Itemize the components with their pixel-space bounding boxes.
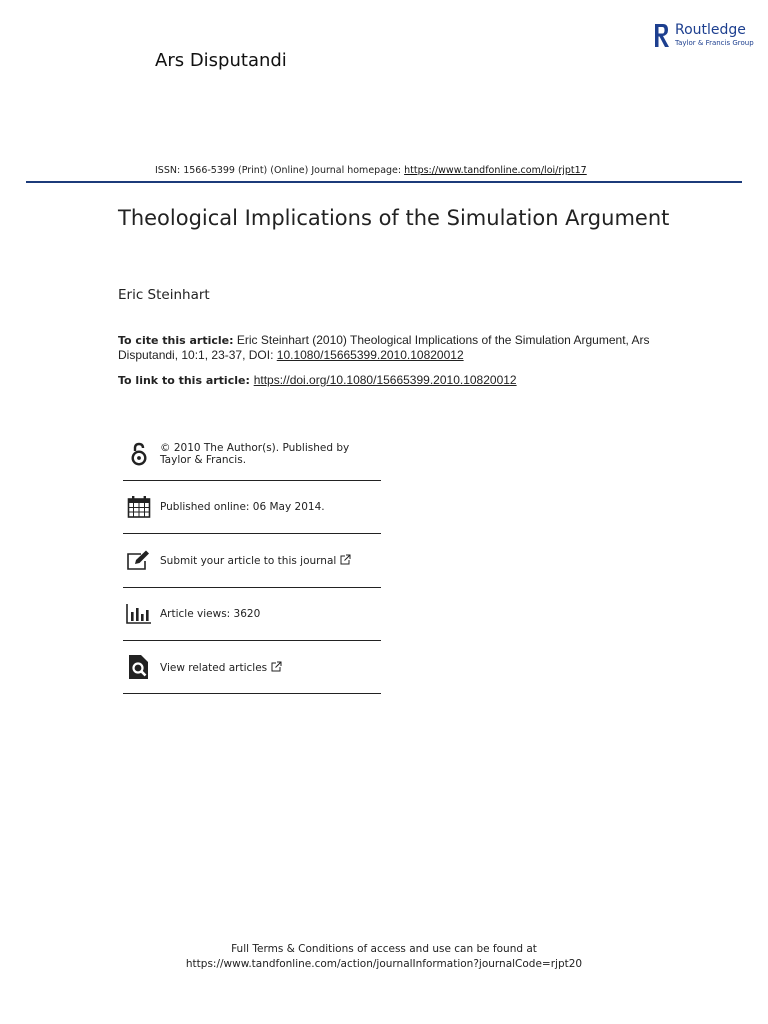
- views-row: [123, 588, 381, 641]
- published-row: [123, 481, 381, 534]
- calendar-icon: [126, 494, 152, 520]
- issn-text: ISSN: 1566-5399 (Print) (Online) Journal homepage:: [155, 165, 405, 176]
- published-text: Published online: 06 May 2014.: [160, 501, 325, 513]
- routledge-r-icon: [653, 22, 670, 49]
- related-text: View related articles: [160, 661, 268, 674]
- issn-line: [155, 165, 587, 176]
- article-link-line: [118, 373, 678, 387]
- related-row[interactable]: [123, 641, 381, 694]
- external-link-icon: [271, 661, 282, 672]
- author-name: Eric Steinhart: [118, 287, 210, 303]
- open-access-row: [123, 427, 381, 481]
- views-text: Article views: 3620: [160, 608, 261, 620]
- article-title: Theological Implications of the Simulation Argument: [118, 206, 670, 230]
- related-articles-icon: [126, 654, 152, 680]
- bar-chart-icon: [126, 601, 152, 627]
- publisher-name: Routledge: [675, 22, 746, 38]
- terms-url-link[interactable]: https://www.tandfonline.com/action/journalInformation?journalCode=rjpt20: [185, 958, 583, 970]
- article-info-panel: [123, 427, 381, 694]
- journal-homepage-link[interactable]: https://www.tandfonline.com/loi/rjpt17: [404, 165, 587, 176]
- cite-label: To cite this article:: [118, 334, 234, 347]
- submit-link[interactable]: [160, 554, 351, 567]
- article-doi-link[interactable]: https://doi.org/10.1080/15665399.2010.10820012: [253, 373, 517, 387]
- open-access-icon: [126, 441, 152, 467]
- link-label: To link to this article:: [118, 374, 254, 387]
- edit-icon: [126, 548, 152, 574]
- external-link-icon: [340, 554, 351, 565]
- submit-row[interactable]: [123, 534, 381, 588]
- publisher-subtitle: Taylor & Francis Group: [675, 39, 754, 47]
- routledge-logo[interactable]: [653, 22, 753, 52]
- cite-doi-link[interactable]: 10.1080/15665399.2010.10820012: [276, 348, 464, 362]
- terms-footer: [0, 942, 768, 972]
- open-access-text: © 2010 The Author(s). Published by Taylor & Francis.: [160, 441, 350, 466]
- terms-line: Full Terms & Conditions of access and use can be found at: [231, 943, 537, 955]
- cite-text: Eric Steinhart (2010) Theological Implications of the Simulation Argument, Ars Disputandi, 10:1, 23-37, DOI:: [118, 333, 650, 362]
- citation: [118, 333, 658, 363]
- submit-text: Submit your article to this journal: [160, 555, 337, 567]
- related-link[interactable]: [160, 661, 282, 674]
- journal-title: Ars Disputandi: [155, 50, 287, 71]
- header-rule: [26, 181, 742, 183]
